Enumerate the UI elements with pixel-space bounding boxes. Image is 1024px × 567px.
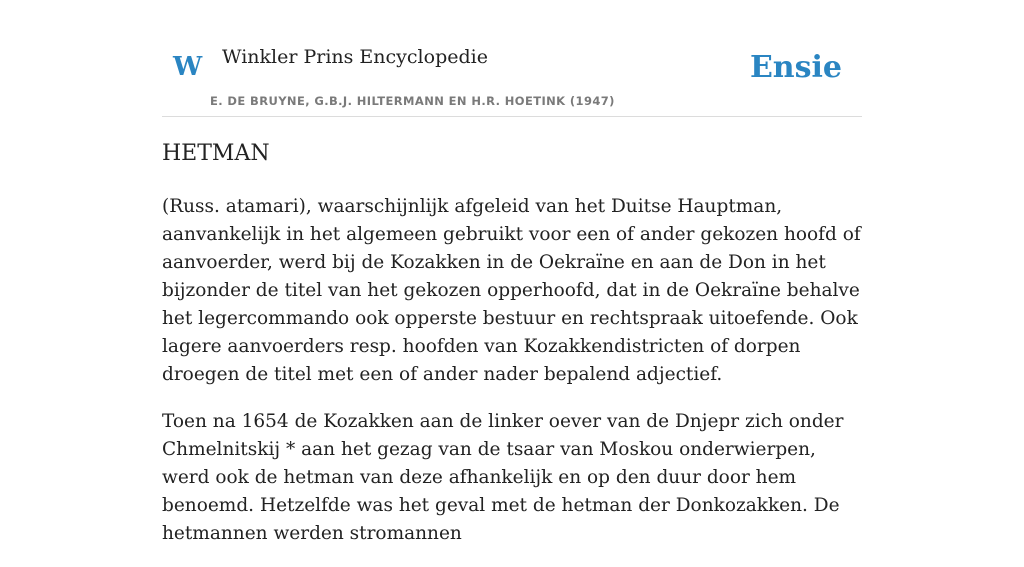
ensie-brand-logo[interactable]: Ensie	[749, 50, 842, 85]
header	[162, 40, 862, 117]
encyclopedia-title[interactable]: Winkler Prins Encyclopedie	[222, 46, 488, 68]
article-paragraph: Toen na 1654 de Kozakken aan de linker oever van de Dnjepr zich onder Chmelnitskij * aan het gezag van de tsaar van Moskou onderwierpen, werd ook de hetman van deze afhankelijk en op den duur door hem benoemd. Hetzelfde was het geval met de hetman der Donkozakken. De hetmannen werden stromannen	[162, 411, 844, 544]
encyclopedia-authors: E. DE BRUYNE, G.B.J. HILTERMANN EN H.R. HOETINK (1947)	[210, 94, 615, 108]
article-title: HETMAN	[162, 141, 270, 166]
article-body	[162, 193, 862, 567]
encyclopedia-logo[interactable]: W	[173, 52, 203, 82]
article-paragraph: (Russ. atamari), waarschijnlijk afgeleid van het Duitse Hauptman, aanvankelijk in het algemeen gebruikt voor een of ander gekozen hoofd of aanvoerder, werd bij de Kozakken in de Oekraïne en aan de Don in het bijzonder de titel van het gekozen opperhoofd, dat in de Oekraïne behalve het legercommando ook opperste bestuur en rechtspraak uitoefende. Ook lagere aanvoerders resp. hoofden van Kozakkendistricten of dorpen droegen de titel met een of ander nader bepalend adjectief.	[162, 196, 861, 385]
